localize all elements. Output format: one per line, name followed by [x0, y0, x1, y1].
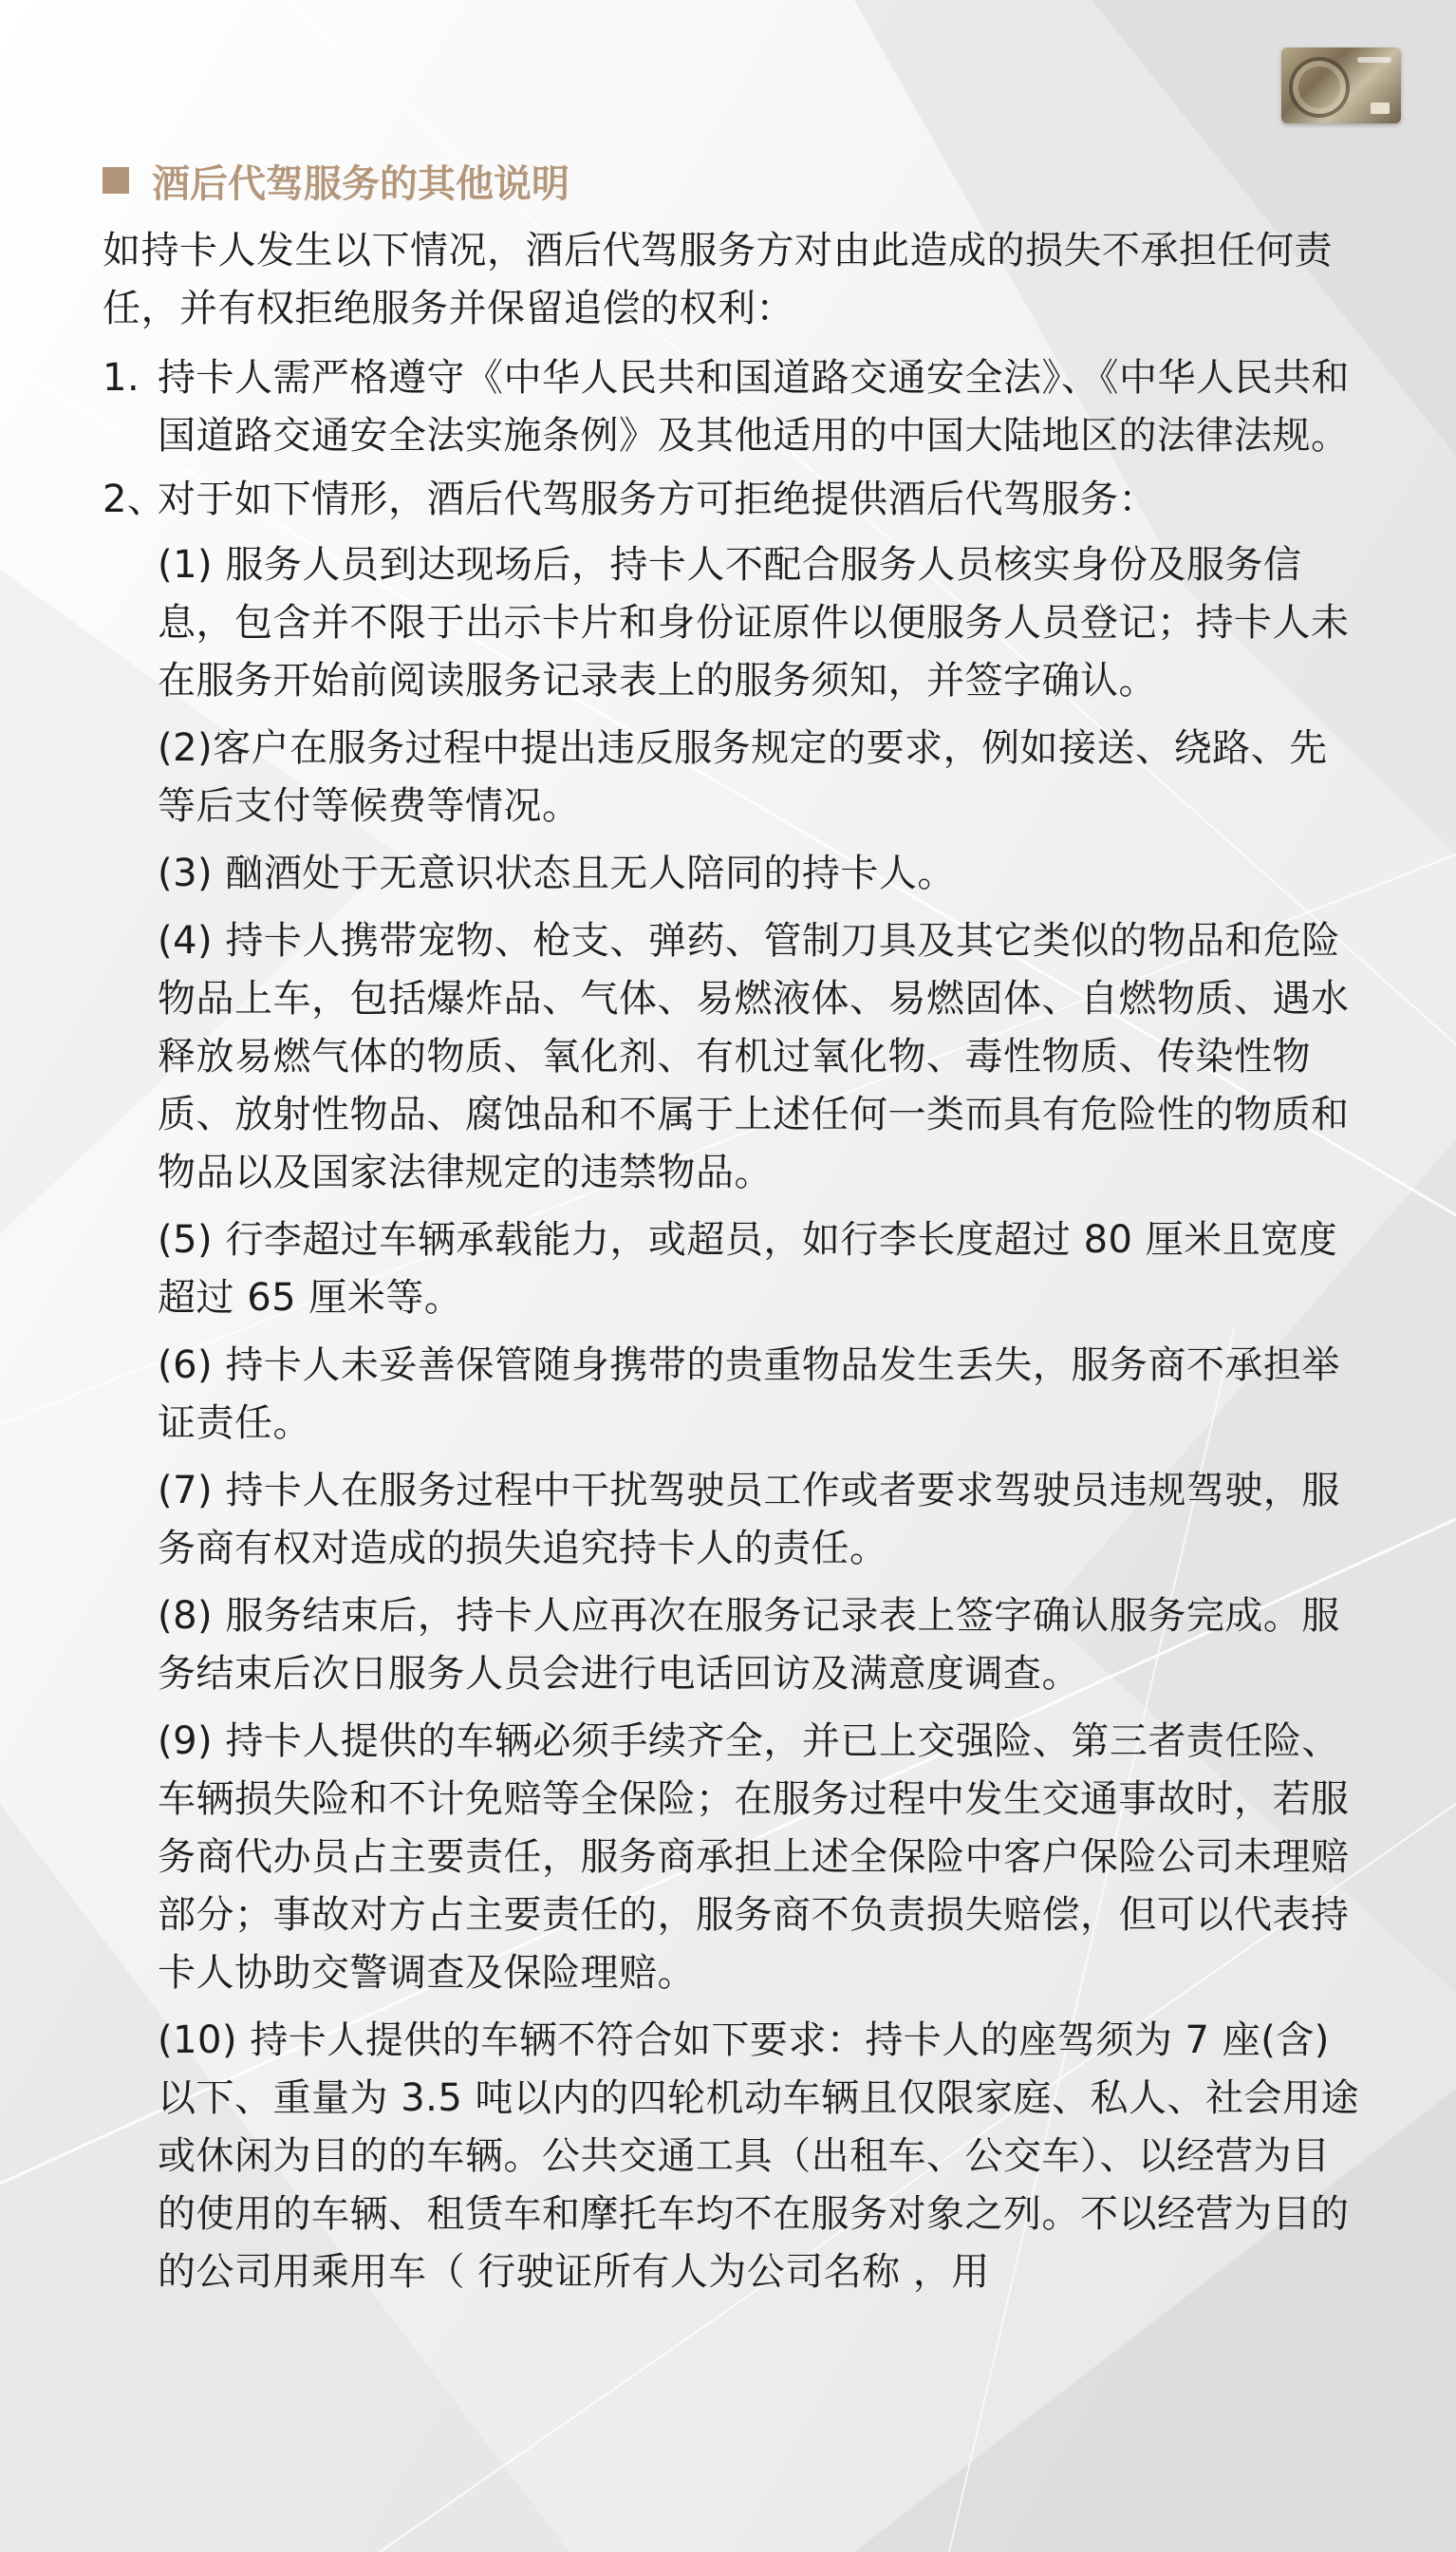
credit-card-thumbnail: [1281, 47, 1401, 123]
sub-item-1: (1) 服务人员到达现场后，持卡人不配合服务人员核实身份及服务信息，包含并不限于出示卡片和身份证原件以便服务人员登记；持卡人未在服务开始前阅读服务记录表上的服务须知，并签字确认。: [158, 543, 1350, 703]
sub-item-10: (10) 持卡人提供的车辆不符合如下要求：持卡人的座驾须为 7 座(含)以下、重量为 3.5 吨以内的四轮机动车辆且仅限家庭、私人、社会用途或休闲为目的的车辆。公共交通工具（出租车、公交车）、以经营为目的使用的车辆、租赁车和摩托车均不在服务对象之列。不以经营为目的的公司用乘用车（ 行驶证所有人为公司名称 ，用: [158, 2018, 1360, 2294]
item-text: 对于如下情形，酒后代驾服务方可拒绝提供酒后代驾服务：: [158, 478, 1157, 521]
item-number: 1.: [103, 356, 140, 400]
card-brand-mark: [1357, 57, 1391, 63]
sub-item-5: (5) 行李超过车辆承载能力，或超员，如行李长度超过 80 厘米且宽度超过 65 厘米等。: [158, 1218, 1338, 1320]
item-text: 持卡人需严格遵守《中华人民共和国道路交通安全法》、《中华人民共和国道路交通安全法实施条例》及其他适用的中国大陆地区的法律法规。: [158, 356, 1350, 458]
sub-item-4: (4) 持卡人携带宠物、枪支、弹药、管制刀具及其它类似的物品和危险物品上车，包括爆炸品、气体、易燃液体、易燃固体、自燃物质、遇水释放易燃气体的物质、氧化剂、有机过氧化物、毒性物质、传染性物质、放射性物品、腐蚀品和不属于上述任何一类而具有危险性的物质和物品以及国家法律规定的违禁物品。: [158, 919, 1350, 1194]
sub-item-9: (9) 持卡人提供的车辆必须手续齐全，并已上交强险、第三者责任险、车辆损失险和不计免赔等全保险；在服务过程中发生交通事故时，若服务商代办员占主要责任，服务商承担上述全保险中客户保险公司未理赔部分；事故对方占主要责任的，服务商不负责损失赔偿，但可以代表持卡人协助交警调查及保险理赔。: [158, 1719, 1350, 1995]
heading-square-icon: [103, 167, 129, 194]
sub-item-8: (8) 服务结束后，持卡人应再次在服务记录表上签字确认服务完成。服务结束后次日服务人员会进行电话回访及满意度调查。: [158, 1594, 1340, 1696]
sub-item-2: (2)客户在服务过程中提出违反服务规定的要求，例如接送、绕路、先等后支付等候费等情况。: [158, 726, 1328, 828]
sub-item-list: [158, 536, 1365, 2301]
sub-item-3: (3) 酗酒处于无意识状态且无人陪同的持卡人。: [158, 852, 956, 895]
item-number: 2、: [103, 478, 166, 521]
sub-item-7: (7) 持卡人在服务过程中干扰驾驶员工作或者要求驾驶员违规驾驶，服务商有权对造成的损失追究持卡人的责任。: [158, 1469, 1340, 1570]
intro-paragraph: 如持卡人发生以下情况，酒后代驾服务方对由此造成的损失不承担任何责任，并有权拒绝服务并保留追偿的权利：: [103, 229, 1333, 330]
section-heading-text: 酒后代驾服务的其他说明: [152, 161, 569, 206]
numbered-item-2: [103, 471, 1365, 529]
card-chip-icon: [1371, 103, 1390, 114]
section-heading: [103, 152, 1365, 209]
document-content: [103, 152, 1365, 2311]
numbered-item-1: [103, 349, 1365, 465]
card-pattern-icon: [1289, 57, 1350, 118]
sub-item-6: (6) 持卡人未妥善保管随身携带的贵重物品发生丢失，服务商不承担举证责任。: [158, 1343, 1340, 1445]
